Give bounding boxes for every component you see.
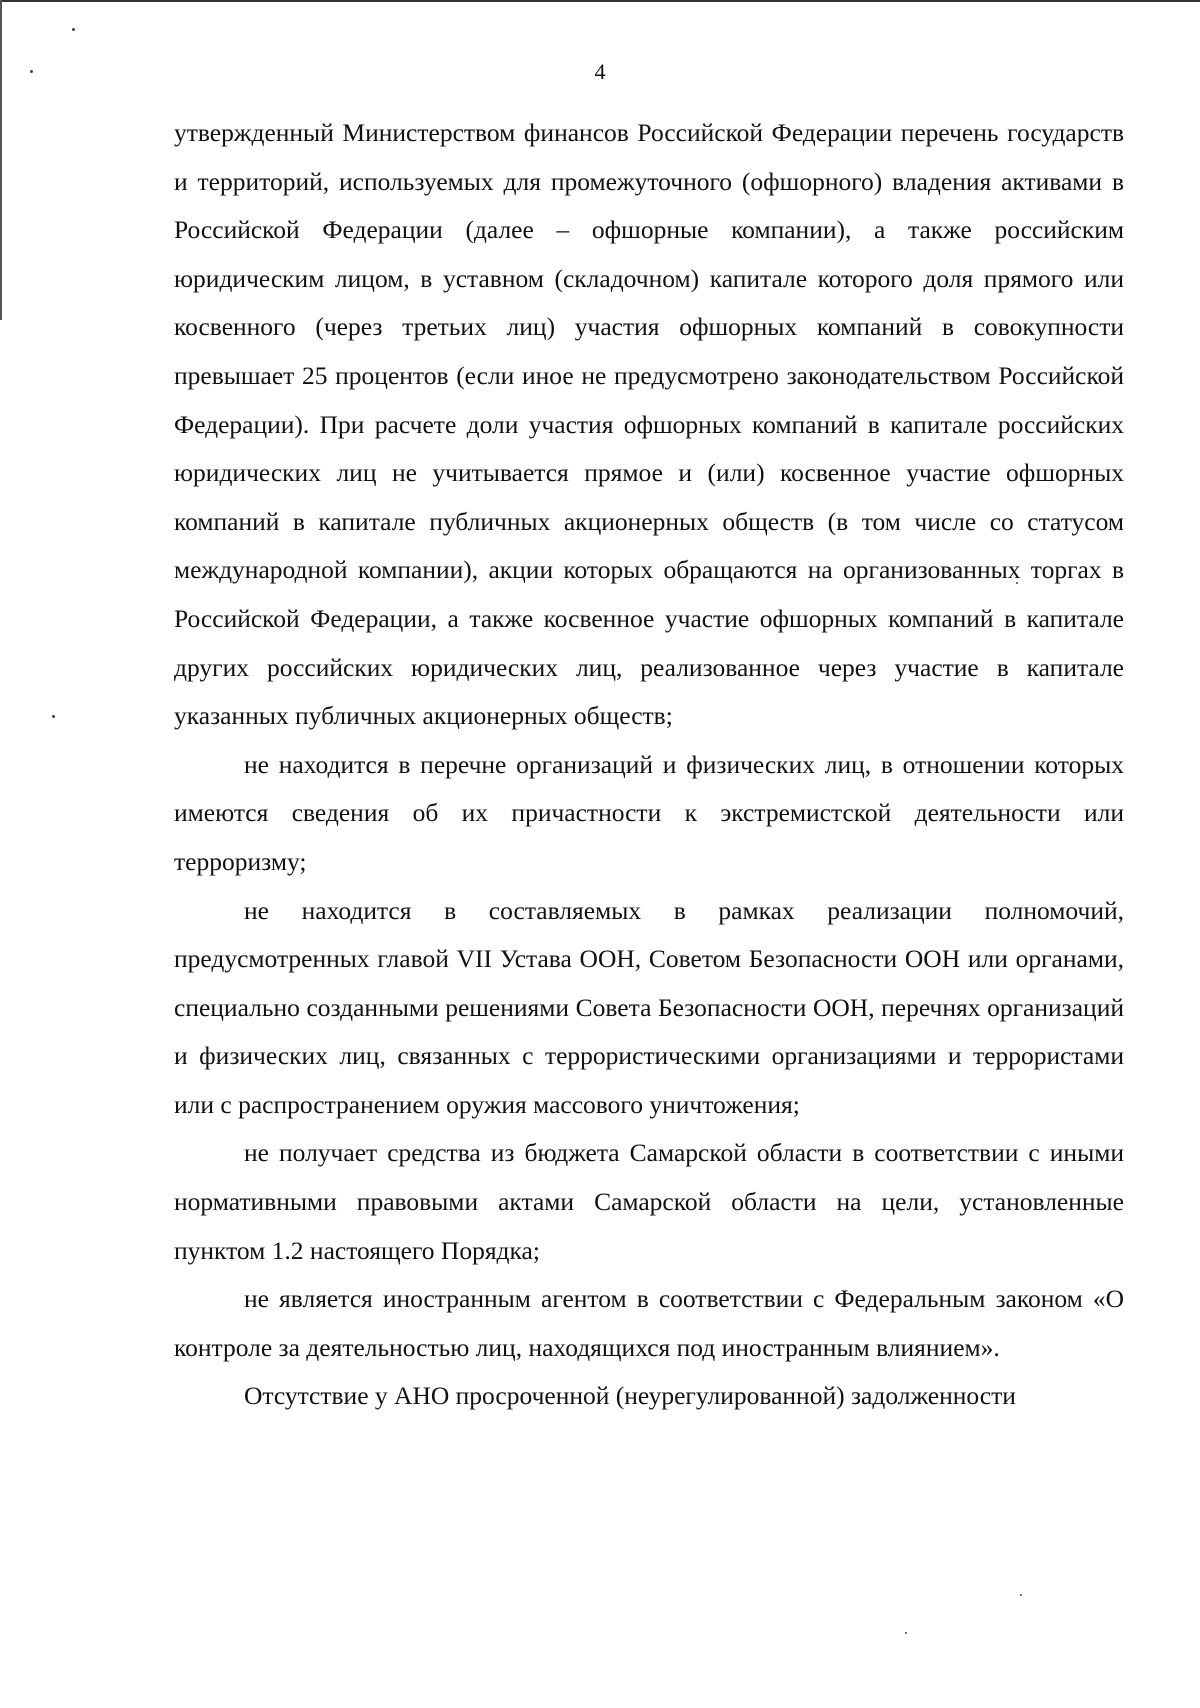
left-border-line [0, 0, 2, 320]
paragraph: не является иностранным агентом в соответствии с Федеральным законом «О контроле за деятельностью лиц, находящихся под иностранным влиянием». [174, 1284, 1124, 1362]
paragraph: утвержденный Министерством финансов Российской Федерации перечень государств и территорий, используемых для промежуточного (офшорного) владения активами в Российской Федерации (далее – офшорные компании), а также российским юридическим лицом, в уставном (складочном) капитале которого доля прямого или косвенного (через третьих лиц) участия офшорных компаний в совокупности превышает 25 процентов (если иное не предусмотрено законодательством Российской Федерации). При расчете доли участия офшорных компаний в капитале российских юридических лиц не учитывается прямое и (или) косвенное участие офшорных компаний в капитале публичных акционерных обществ (в том числе со статусом международной компании), акции которых обращаются на организованных торгах в Российской Федерации, а также косвенное участие офшорных компаний в капитале других российских юридических лиц, реализованное через участие в капитале указанных публичных акционерных обществ; [174, 118, 1124, 731]
paragraph: не находится в составляемых в рамках реализации полномочий, предусмотренных главой VII Устава ООН, Советом Безопасности ООН или органами, специально созданными решениями Совета Безопасности ООН, перечнях организаций и физических лиц, связанных с террористическими организациями и террористами или с распространением оружия массового уничтожения; [174, 895, 1124, 1119]
page-number: 4 [594, 59, 606, 84]
paragraph: Отсутствие у АНО просроченной (неурегулированной) задолженности [244, 1381, 1016, 1411]
paragraph: не получает средства из бюджета Самарской области в соответствии с иными нормативными правовыми актами Самарской области на цели, установленные пунктом 1.2 настоящего Порядка; [174, 1138, 1124, 1265]
scan-speck [905, 1632, 907, 1634]
scan-speck [1020, 1594, 1022, 1596]
document-body [174, 109, 1124, 1421]
scan-speck [52, 715, 55, 718]
paragraph: не находится в перечне организаций и физических лиц, в отношении которых имеются сведения об их причастности к экстремистской деятельности или терроризму; [174, 749, 1124, 876]
scan-speck [72, 28, 75, 31]
top-border-line [0, 0, 1200, 2]
